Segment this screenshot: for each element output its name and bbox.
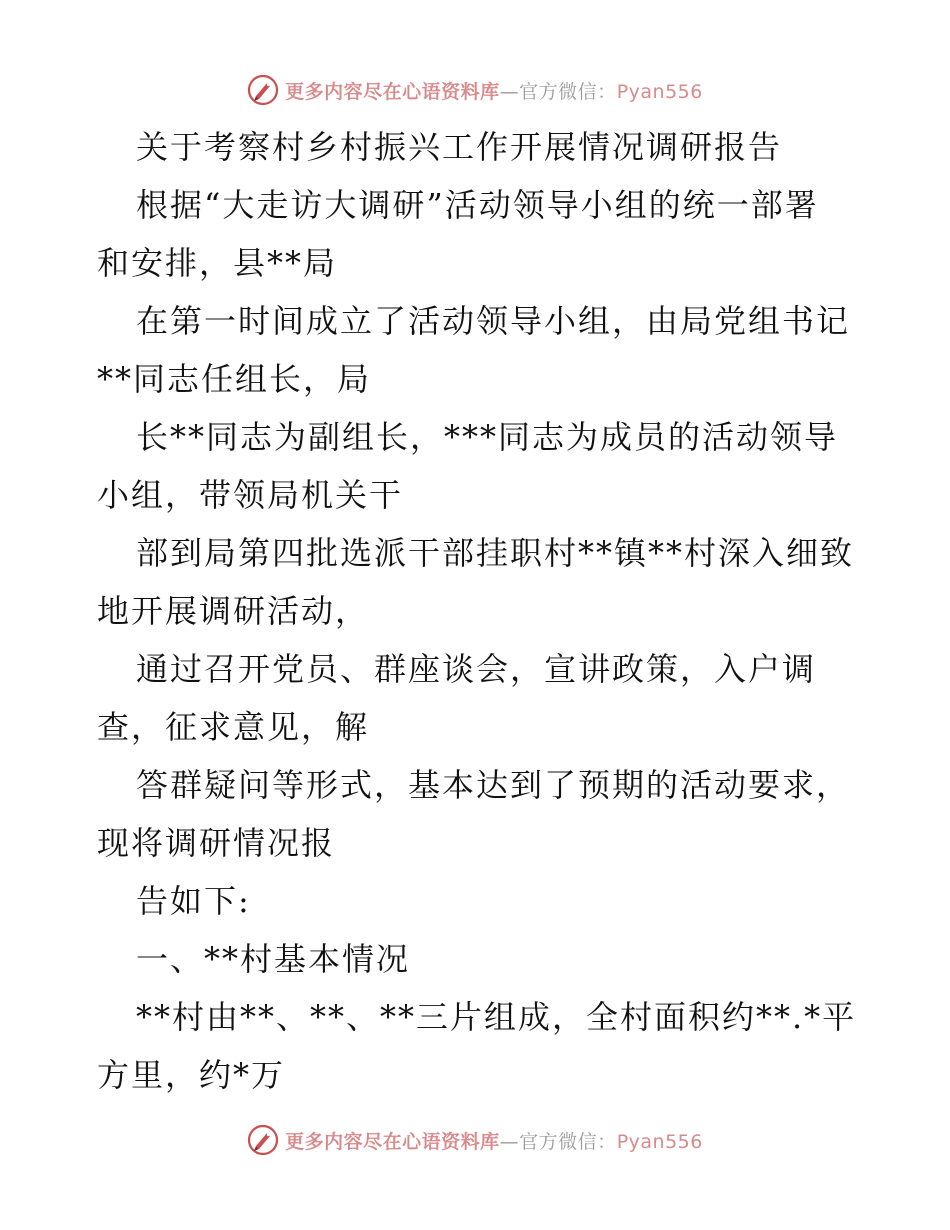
- paragraph-line: 在第一时间成立了活动领导小组，由局党组书记: [136, 302, 851, 340]
- banner-wechat-id: Pyan556: [616, 1130, 703, 1153]
- footer-banner: [0, 1120, 950, 1160]
- footer-banner-content: [247, 1124, 703, 1156]
- paragraph-line: **村由**、**、**三片组成，全村面积约**.*平: [136, 998, 857, 1036]
- section-heading: 一、**村基本情况: [136, 940, 411, 978]
- pen-nib-logo-icon: [247, 1124, 279, 1156]
- header-banner: [0, 70, 950, 110]
- footer-banner-text: [285, 1127, 703, 1154]
- paragraph-line: 告如下:: [136, 882, 251, 920]
- paragraph-line: 查，征求意见，解: [97, 708, 370, 746]
- pen-nib-logo-icon: [247, 74, 279, 106]
- paragraph-line: 和安排，县**局: [97, 244, 338, 282]
- banner-site-name: 更多内容尽在心语资料库: [285, 80, 500, 103]
- paragraph-line: 小组，带领局机关干: [97, 476, 404, 514]
- paragraph-line: 通过召开党员、群座谈会，宣讲政策，入户调: [136, 650, 817, 688]
- paragraph-line: 地开展调研活动，: [97, 592, 370, 630]
- header-banner-content: [247, 74, 703, 106]
- paragraph-line: 部到局第四批选派干部挂职村**镇**村深入细致: [136, 534, 855, 572]
- banner-wechat-label: —官方微信：: [499, 1130, 617, 1153]
- banner-wechat-label: —官方微信：: [499, 80, 617, 103]
- banner-site-name: 更多内容尽在心语资料库: [285, 1130, 500, 1153]
- header-banner-text: [285, 77, 703, 104]
- document-title: 关于考察村乡村振兴工作开展情况调研报告: [136, 128, 783, 166]
- paragraph-line: 根据“大走访大调研”活动领导小组的统一部署: [136, 186, 819, 224]
- paragraph-line: **同志任组长，局: [97, 360, 372, 398]
- paragraph-line: 现将调研情况报: [97, 824, 336, 862]
- paragraph-line: 方里，约*万: [97, 1056, 286, 1094]
- paragraph-line: 长**同志为副组长，***同志为成员的活动领导: [136, 418, 839, 456]
- banner-wechat-id: Pyan556: [616, 80, 703, 103]
- paragraph-line: 答群疑问等形式，基本达到了预期的活动要求，: [136, 766, 851, 804]
